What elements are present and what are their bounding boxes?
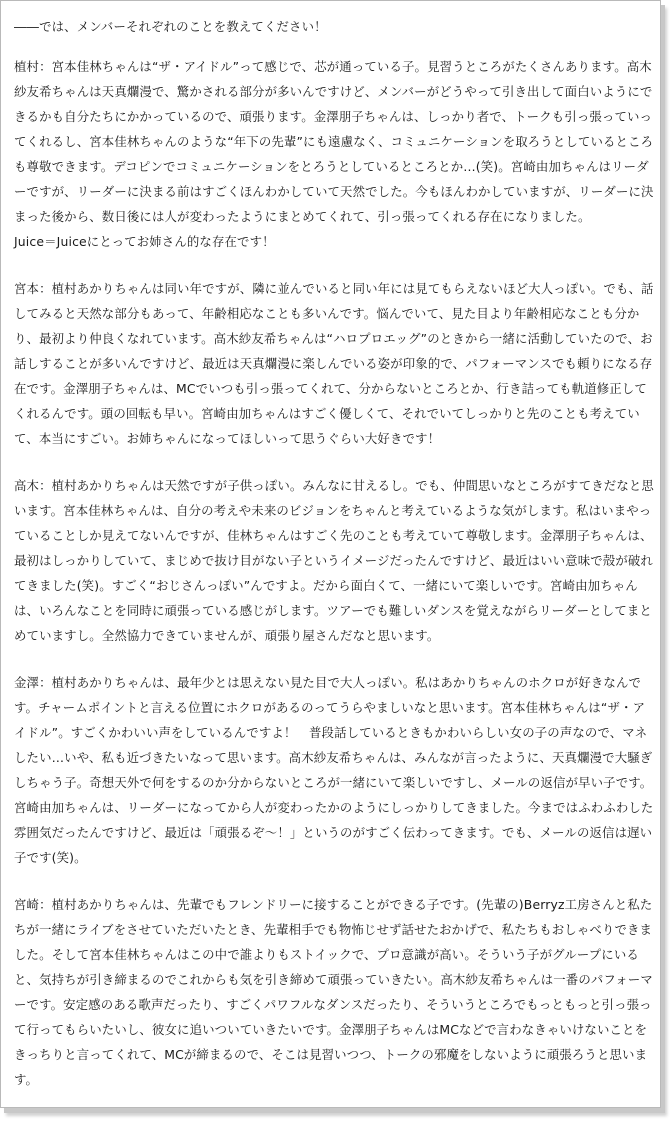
paragraph-miyamoto: 宮本：植村あかりちゃんは同い年ですが、隣に並んでいると同い年には見てもらえないほど大人っぽい。でも、話してみると天然な部分もあって、年齢相応なことも多いんです。悩んでいて、見た目より年齢相応なことも分かり、最初より仲良くなれています。高木紗友希ちゃんは“ハロプロエッグ”のときから一緒に活動していたので、お話しすることが多いんですけど、最近は天真爛漫に楽しんでいる姿が印象的で、パフォーマンスでも頼りになる存在です。金澤朋子ちゃんは、MCでいつも引っ張ってくれて、分からないところとか、行き詰っても軌道修正してくれるんです。頭の回転も早い。宮崎由加ちゃんはすごく優しくて、それでいてしっかりと先のことも考えていて、本当にすごい。お姉ちゃんになってほしいって思うぐらい大好きです！	[14, 281, 654, 446]
interview-question: ――では、メンバーそれぞれのことを教えてください！	[14, 19, 327, 34]
paragraph-kanazawa: 金澤：植村あかりちゃんは、最年少とは思えない見た目で大人っぽい。私はあかりちゃんのホクロが好きなんです。チャームポイントと言える位置にホクロがあるのってうらやましいなと思います。宮本佳林ちゃんは“ザ・アイドル”。すごくかわいい声をしているんですよ！ 普段話しているときもかわいらしい女の子の声なので、マネしたい…いや、私も近づきたいなって思います。高木紗友希ちゃんは、みんなが言ったように、天真爛漫で大騒ぎしちゃう子。奇想天外で何をするのか分からないところが一緒にいて楽しいですし、メールの返信が早い子です。宮崎由加ちゃんは、リーダーになってから人が変わったかのようにしっかりしてきました。今まではふわふわした雰囲気だったんですけど、最近は「頑張るぞ～！」というのがすごく伝わってきます。でも、メールの返信は遅い子です(笑)。	[14, 675, 654, 865]
article-body	[14, 14, 654, 1114]
paragraph-takagi: 高木：植村あかりちゃんは天然ですが子供っぽい。みんなに甘えるし。でも、仲間思いなところがすてきだなと思います。宮本佳林ちゃんは、自分の考えや未来のビジョンをちゃんと考えているような気がします。私はいまやっていることしか見えてないんですが、佳林ちゃんはすごく先のことも考えていて尊敬します。金澤朋子ちゃんは、最初はしっかりしていて、まじめで抜け目がない子というイメージだったんですけど、最近はいい意味で殻が破れてきました(笑)。すごく“おじさんっぽい”んですよ。だから面白くて、一緒にいて楽しいです。宮崎由加ちゃんは、いろんなことを同時に頑張っている感じがします。ツアーでも難しいダンスを覚えながらリーダーとしてまとめていますし。全然協力できていませんが、頑張り屋さんだなと思います。	[14, 478, 654, 643]
paragraph-uemura: 植村：宮本佳林ちゃんは“ザ・アイドル”って感じで、芯が通っている子。見習うところがたくさんあります。高木紗友希ちゃんは天真爛漫で、驚かされる部分が多いんですけど、メンバーがどうやって引き出して面白いようにできるかも自分たちにかかっているので、頑張ります。金澤朋子ちゃんは、しっかり者で、トークも引っ張っていってくれるし、宮本佳林ちゃんのような“年下の先輩”にも遠慮なく、コミュニケーションを取ろうとしているところも尊敬できます。デコピンでコミュニケーションをとろうとしているところとか…(笑)。宮崎由加ちゃんはリーダーですが、リーダーに決まる前はすごくほんわかしていて天然でした。今もほんわかしていますが、リーダーに決まった後から、数日後には人が変わったようにまとめてくれて、引っ張ってくれる存在になりました。 Juice＝Juiceにとってお姉さん的な存在です！	[14, 59, 654, 249]
paragraph-miyazaki: 宮崎：植村あかりちゃんは、先輩でもフレンドリーに接することができる子です。(先輩の)Berryz工房さんと私たちが一緒にライブをさせていただいたとき、先輩相手でも物怖じせず話せたおかげで、私たちもおしゃべりできました。そして宮本佳林ちゃんはこの中で誰よりもストイックで、プロ意識が高い。そういう子がグループにいると、気持ちが引き締まるのでこれからも気を引き締めて頑張っていきたい。高木紗友希ちゃんは一番のパフォーマーです。安定感のある歌声だったり、すごくパワフルなダンスだったり、そういうところでもっともっと引っ張って行ってもらいたいし、彼女に追いついていきたいです。金澤朋子ちゃんはMCなどで言わなきゃいけないことをきっちりと言ってくれて、MCが締まるので、そこは見習いつつ、トークの邪魔をしないように頑張ろうと思います。	[14, 897, 653, 1087]
